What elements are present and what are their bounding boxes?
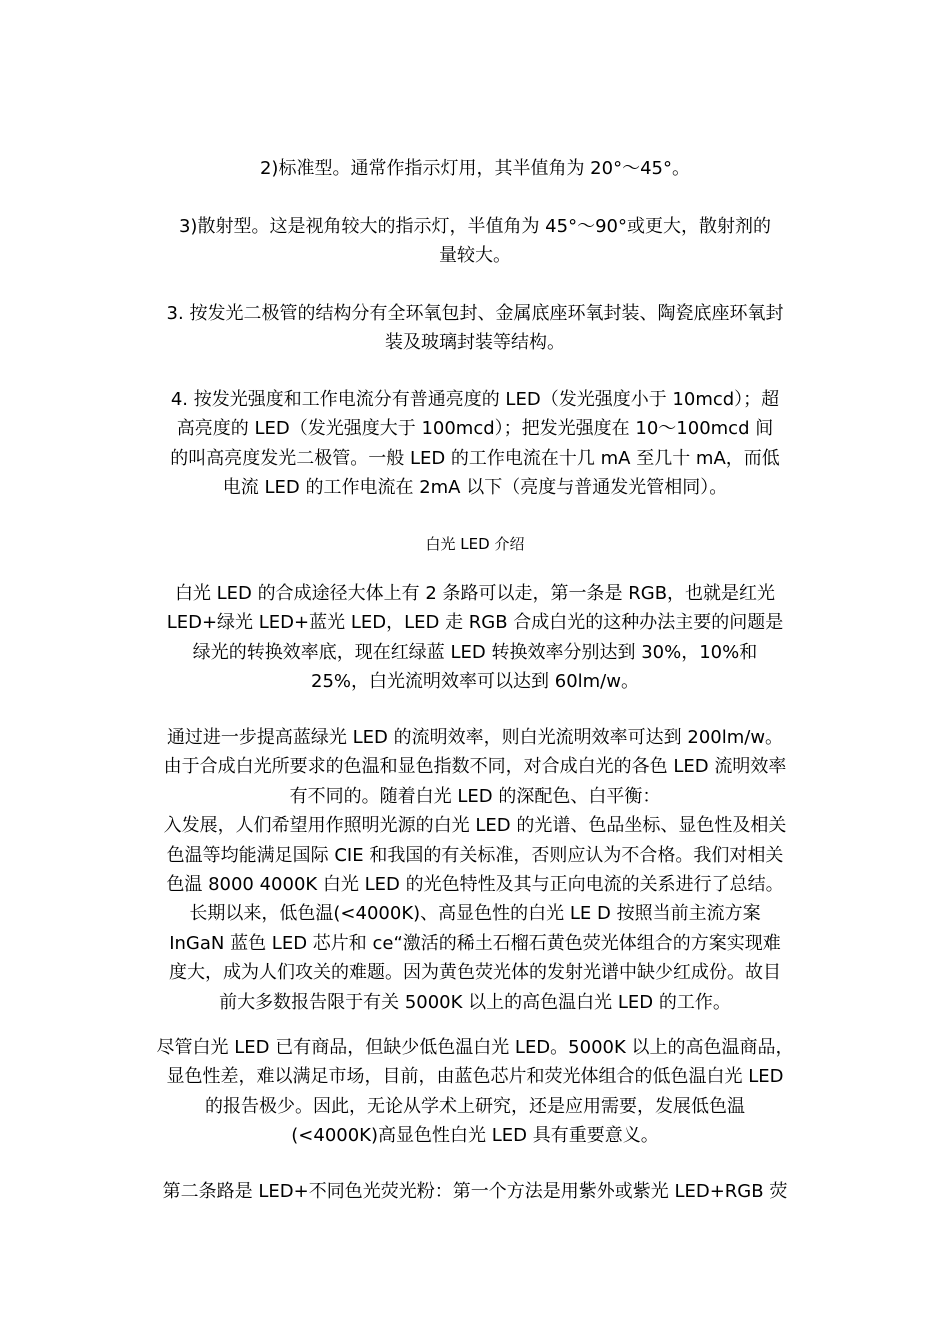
text-line: 3. 按发光二极管的结构分有全环氧包封、金属底座环氧封装、陶瓷底座环氧封	[166, 303, 784, 324]
paragraph-structure-classification	[140, 299, 810, 358]
text-line: 有不同的。随着白光 LED 的深配色、白平衡：	[289, 785, 661, 807]
text-line: 3)散射型。这是视角较大的指示灯，半值角为 45°～90°或更大，散射剂的	[178, 216, 771, 237]
text-line: 度大，成为人们攻关的难题。因为黄色荧光体的发射光谱中缺少红成份。故目	[169, 962, 781, 984]
text-line: 尽管白光 LED 已有商品，但缺少低色温白光 LED。5000K 以上的高色温商品，	[156, 1037, 794, 1058]
paragraph-low-color-temperature	[140, 1033, 810, 1151]
section-heading: 白光 LED 介绍	[425, 535, 525, 553]
text-line: 绿光的转换效率底，现在红绿蓝 LED 转换效率分别达到 30%，10%和	[192, 641, 758, 663]
text-line: InGaN 蓝色 LED 芯片和 ce“激活的稀土石榴石黄色荧光体组合的方案实现难	[169, 932, 781, 954]
text-line: 第二条路是 LED+不同色光荧光粉：第一个方法是用紫外或紫光 LED+RGB 荧	[162, 1181, 788, 1202]
text-line: 长期以来，低色温(<4000K)、高显色性的白光 LE D 按照当前主流方案	[189, 903, 761, 925]
text-line: 的报告极少。因此，无论从学术上研究，还是应用需要，发展低色温	[205, 1095, 745, 1117]
text-line: 通过进一步提高蓝绿光 LED 的流明效率，则白光流明效率可达到 200lm/w。	[166, 727, 784, 748]
paragraph-efficiency	[140, 723, 810, 1017]
text-line: 显色性差，难以满足市场，目前，由蓝色芯片和荧光体组合的低色温白光 LED	[166, 1066, 784, 1088]
text-line: (<4000K)高显色性白光 LED 具有重要意义。	[291, 1125, 659, 1147]
text-line: 4. 按发光强度和工作电流分有普通亮度的 LED（发光强度小于 10mcd）；超	[170, 389, 780, 410]
paragraph-scatter-type	[140, 212, 810, 271]
text-line: 装及玻璃封装等结构。	[385, 332, 565, 354]
text-line: 白光 LED 的合成途径大体上有 2 条路可以走，第一条是 RGB，也就是红光	[174, 583, 776, 604]
text-line: 的叫高亮度发光二极管。一般 LED 的工作电流在十几 mA 至几十 mA，而低	[170, 447, 780, 469]
text-line: 色温 8000 4000K 白光 LED 的光色特性及其与正向电流的关系进行了总结。	[166, 873, 784, 895]
text-line: 2)标准型。通常作指示灯用，其半值角为 20°～45°。	[259, 158, 690, 179]
text-line: 电流 LED 的工作电流在 2mA 以下（亮度与普通发光管相同）。	[222, 477, 728, 499]
text-line: 入发展，人们希望用作照明光源的白光 LED 的光谱、色品坐标、显色性及相关	[163, 815, 787, 837]
text-line: 25%，白光流明效率可以达到 60lm/w。	[311, 671, 639, 693]
text-line: 量较大。	[439, 245, 511, 267]
text-line: 色温等均能满足国际 CIE 和我国的有关标准，否则应认为不合格。我们对相关	[166, 844, 784, 866]
text-line: LED+绿光 LED+蓝光 LED，LED 走 RGB 合成白光的这种办法主要的问题是	[166, 612, 784, 634]
paragraph-rgb-route	[140, 579, 810, 697]
paragraph-intensity-classification	[140, 385, 810, 503]
paragraph-standard-type	[140, 154, 810, 183]
text-line: 高亮度的 LED（发光强度大于 100mcd）；把发光强度在 10～100mcd 间	[176, 418, 774, 440]
text-line: 由于合成白光所要求的色温和显色指数不同，对合成白光的各色 LED 流明效率	[163, 756, 787, 778]
paragraph-second-route	[140, 1177, 810, 1206]
text-line: 前大多数报告限于有关 5000K 以上的高色温白光 LED 的工作。	[219, 991, 731, 1013]
